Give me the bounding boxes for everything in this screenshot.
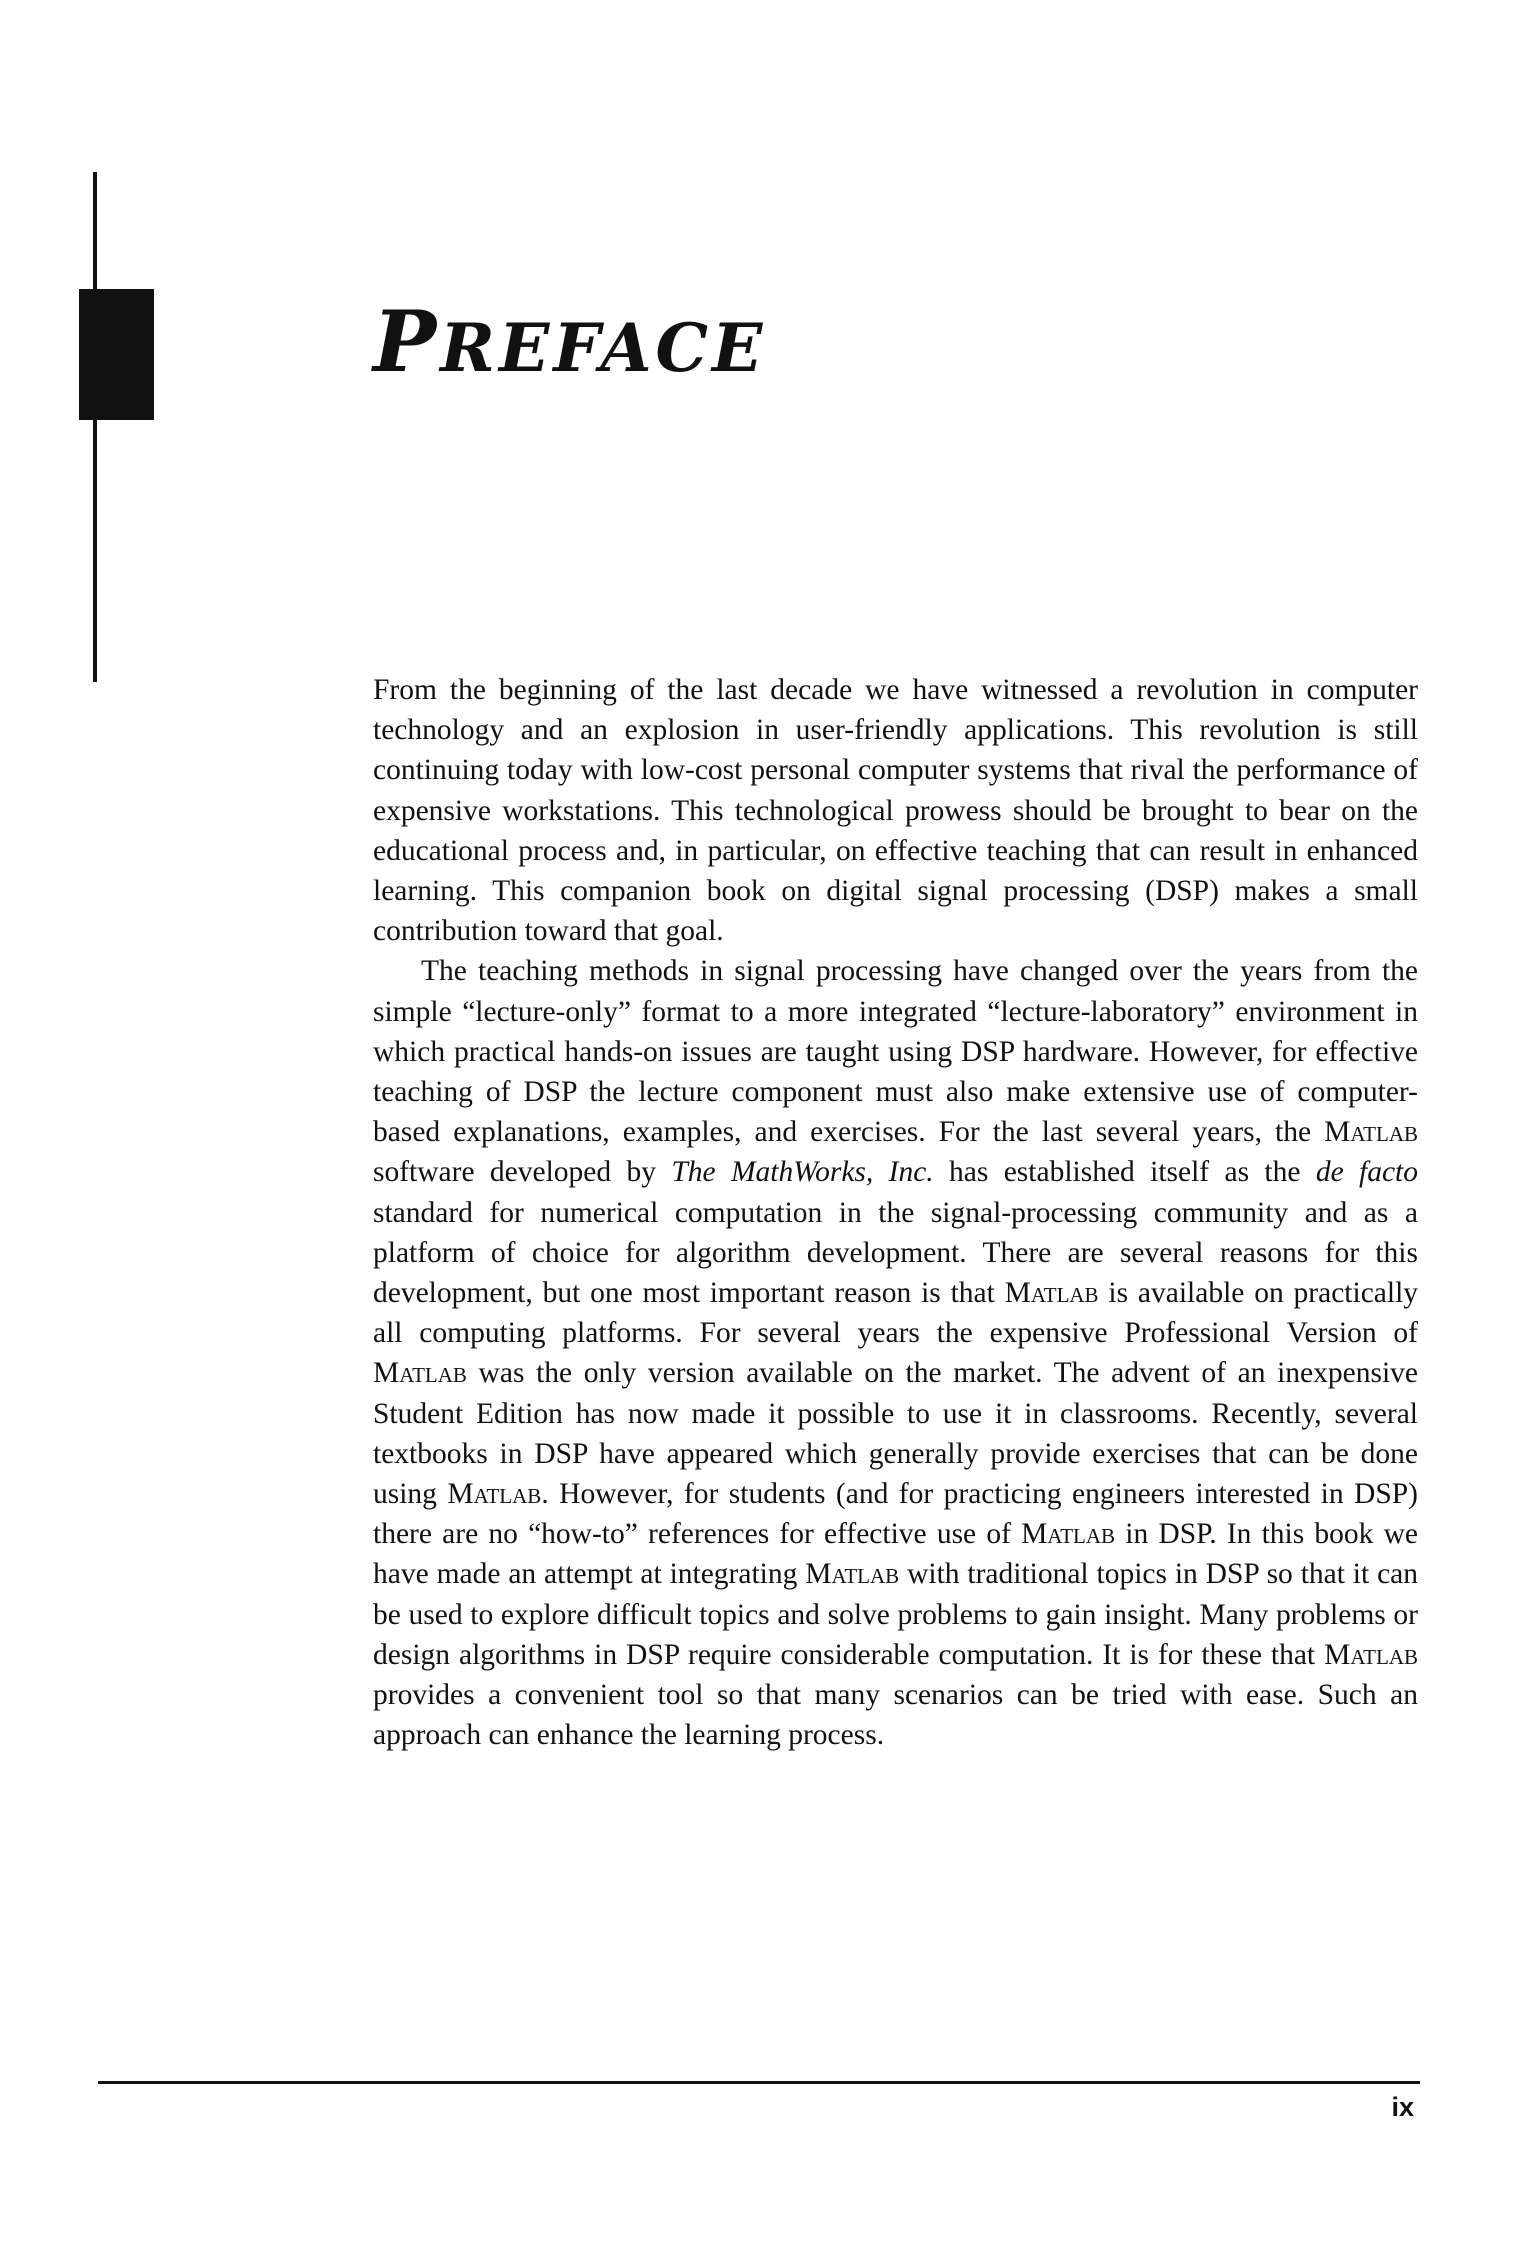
- company-name: The MathWorks, Inc.: [671, 1156, 934, 1189]
- p2-text-3: has established itself as the: [949, 1156, 1301, 1189]
- p2-text-9: with traditional topics in DSP so that it can be used to explore difficult topics and solve problems to gain insight. Many problems or design algorithms in DSP require considerable computation. It is for these that: [373, 1558, 1419, 1671]
- p2-text-1: The teaching methods in signal processing have changed over the years from the simple “lecture-only” format to a more integrated “lecture-laboratory” environment in which practical hands-on issues are taught using DSP hardware. However, for effective teaching of DSP the lecture component must also make extensive use of computer-based explanations, examples, and exercises. For the last several years, the: [373, 955, 1418, 1149]
- matlab-name: Matlab: [1021, 1518, 1116, 1551]
- p2-text-7: . However, for students (and for practicing engineers interested in DSP) there are no “how-to” references for effective use of: [373, 1478, 1419, 1551]
- matlab-name: Matlab: [447, 1478, 542, 1511]
- matlab-name: Matlab: [805, 1558, 900, 1591]
- p2-text-5: is available on practically all computing platforms. For several years the expensive Professional Version of: [373, 1277, 1419, 1350]
- footer-rule: [98, 2081, 1420, 2084]
- paragraph-2: [373, 951, 1418, 1755]
- p2-text-10: provides a convenient tool so that many scenarios can be tried with ease. Such an approach can enhance the learning process.: [373, 1679, 1418, 1752]
- matlab-name: Matlab: [373, 1357, 467, 1390]
- matlab-name: Matlab: [1324, 1116, 1418, 1149]
- paragraph-1: From the beginning of the last decade we have witnessed a revolution in computer technology and an explosion in user-friendly applications. This revolution is still continuing today with low-cost personal computer systems that rival the performance of expensive workstations. This technological prowess should be brought to bear on the educational process and, in particular, on effective teaching that can result in enhanced learning. This companion book on digital signal processing (DSP) makes a small contribution toward that goal.: [373, 674, 1418, 948]
- p2-text-6: was the only version available on the market. The advent of an inexpensive Student Edition has now made it possible to use it in classrooms. Recently, several textbooks in DSP have appeared which generally provide exercises that can be done using: [373, 1357, 1418, 1511]
- chapter-title-initial: P: [373, 292, 441, 391]
- chapter-title: [373, 292, 767, 391]
- de-facto: de facto: [1315, 1156, 1418, 1189]
- chapter-marker-line: [93, 172, 97, 682]
- chapter-title-rest: REFACE: [440, 309, 767, 387]
- chapter-marker-block: [79, 289, 154, 420]
- p2-text-8: in DSP. In this book we have made an attempt at integrating: [373, 1518, 1419, 1591]
- p2-text-2: software developed by: [373, 1156, 656, 1189]
- p2-text-4: standard for numerical computation in the signal-processing community and as a platform of choice for algorithm development. There are several reasons for this development, but one most important reason is that: [373, 1196, 1418, 1310]
- page-number: ix: [1391, 2092, 1414, 2122]
- matlab-name: Matlab: [1004, 1277, 1099, 1310]
- matlab-name: Matlab: [1324, 1638, 1419, 1671]
- body-text: [373, 670, 1418, 1755]
